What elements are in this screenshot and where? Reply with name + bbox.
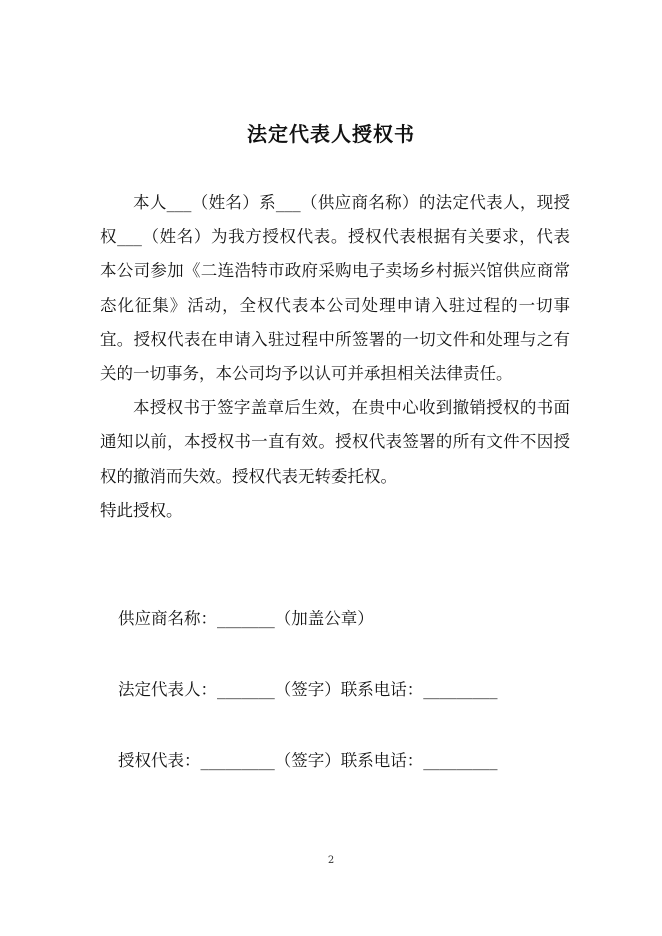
paragraph-authorization: 本人___（姓名）系___（供应商名称）的法定代表人，现授权___（姓名）为我方授权代表。授权代表根据有关要求，代表本公司参加《二连浩特市政府采购电子卖场乡村振兴馆供应商常态化征集》活动，全权代表本公司处理申请入驻过程的一切事宜。授权代表在申请入驻过程中所签署的一切文件和处理与之有关的一切事务，本公司均予以认可并承担相关法律责任。	[100, 193, 570, 384]
closing-statement: 特此授权。	[100, 500, 183, 520]
authorized-representative-field: 授权代表：_________（签字）联系电话：_________	[118, 751, 498, 770]
paragraph-validity: 本授权书于签字盖章后生效，在贵中心收到撤销授权的书面通知以前，本授权书一直有效。授权代表签署的所有文件不因授权的撤消而失效。授权代表无转委托权。	[100, 398, 570, 486]
page-number: 2	[327, 855, 335, 866]
document-title: 法定代表人授权书	[247, 122, 415, 146]
document-body	[100, 186, 570, 528]
signature-fields	[118, 602, 578, 778]
supplier-name-field: 供应商名称：_______（加盖公章）	[118, 609, 374, 628]
legal-representative-field: 法定代表人：_______（签字）联系电话：_________	[118, 680, 498, 699]
